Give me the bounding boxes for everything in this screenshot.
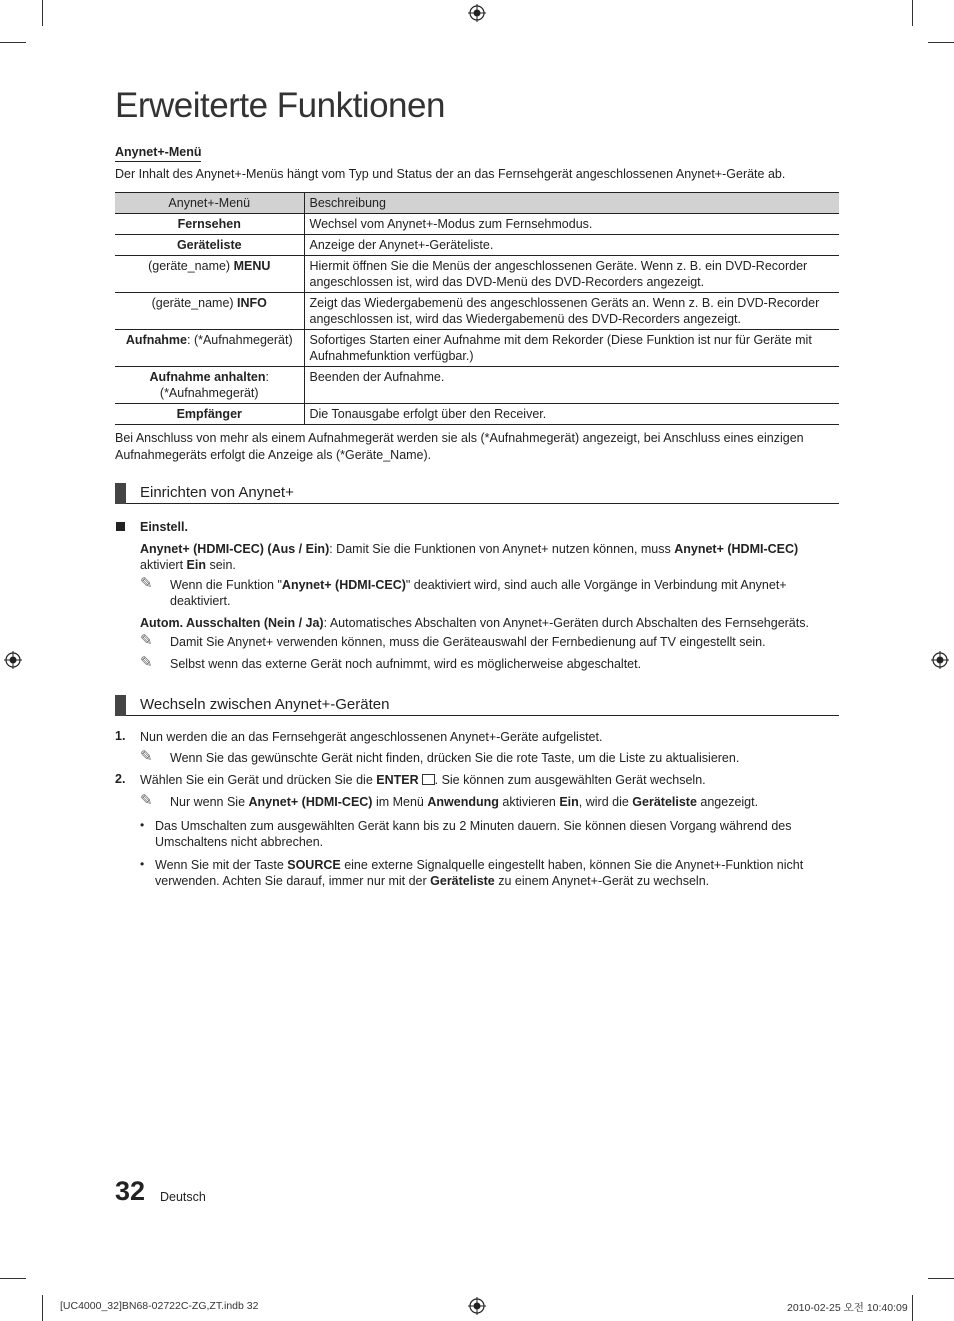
heading-text: Wechseln zwischen Anynet+-Geräten: [140, 696, 390, 713]
table-cell-menu: Empfänger: [115, 404, 304, 425]
heading-text: Einrichten von Anynet+: [140, 484, 294, 501]
table-row: [115, 367, 839, 404]
page-title: Erweiterte Funktionen: [115, 86, 445, 125]
crop-mark: [912, 1295, 913, 1321]
table-row: [115, 256, 839, 293]
table-cell-description: Die Tonausgabe erfolgt über den Receiver.: [304, 404, 839, 425]
table-cell-description: Beenden der Aufnahme.: [304, 367, 839, 404]
heading-bar: [115, 483, 126, 504]
bullet-text: Das Umschalten zum ausgewählten Gerät kann bis zu 2 Minuten dauern. Sie können diesen Vorgang während des Umschaltens nicht abbrechen.: [155, 819, 792, 849]
bullet-text: Wenn Sie mit der Taste SOURCE eine externe Signalquelle eingestellt haben, können Sie die Anynet+-Funktion nicht verwenden. Achten Sie darauf, immer nur mit der Geräteliste zu einem Anynet+-Gerät zu wechseln.: [155, 858, 804, 888]
table-cell-description: Anzeige der Anynet+-Geräteliste.: [304, 235, 839, 256]
table-cell-description: Sofortiges Starten einer Aufnahme mit dem Rekorder (Diese Funktion ist nur für Geräte mit Aufnahmefunktion verfügbar.): [304, 330, 839, 367]
table-cell-menu: Aufnahme anhalten: (*Aufnahmegerät): [115, 367, 304, 404]
crop-mark: [42, 1295, 43, 1321]
intro-text: Der Inhalt des Anynet+-Menüs hängt vom Typ und Status der an das Fernsehgerät angeschlossenen Anynet+-Geräte ab.: [115, 167, 786, 181]
registration-mark-icon: [931, 651, 949, 669]
section-heading-setup: [115, 482, 839, 504]
table-cell-menu: (geräte_name) INFO: [115, 293, 304, 330]
table-row: [115, 293, 839, 330]
anynet-menu-table: [115, 192, 839, 425]
pencil-note-icon: ✎: [140, 632, 153, 649]
registration-mark-icon: [468, 4, 486, 22]
setup-paragraph-hdmi-cec: Anynet+ (HDMI-CEC) (Aus / Ein): Damit Sie die Funktionen von Anynet+ nutzen können, muss Anynet+ (HDMI-CEC) aktiviert Ein sein.: [140, 542, 799, 572]
table-row: [115, 404, 839, 425]
table-cell-description: Zeigt das Wiedergabemenü des angeschlossenen Geräts an. Wenn z. B. ein DVD-Recorder angeschlossen ist, wird das Wiedergabemenü des DVD-Recorders angezeigt.: [304, 293, 839, 330]
section-heading-switch: [115, 694, 839, 716]
note: ✎ Wenn Sie das gewünschte Gerät nicht finden, drücken Sie die rote Taste, um die Liste zu aktualisieren.: [140, 748, 740, 765]
pencil-note-icon: ✎: [140, 748, 153, 765]
table-row: [115, 330, 839, 367]
section-label: Anynet+-Menü: [115, 145, 201, 162]
table-cell-menu: Geräteliste: [115, 235, 304, 256]
heading-bar: [115, 695, 126, 716]
footer-timestamp: 2010-02-25 오전 10:40:09: [787, 1302, 908, 1314]
table-cell-menu: (geräte_name) MENU: [115, 256, 304, 293]
registration-mark-icon: [468, 1297, 486, 1315]
table-cell-description: Hiermit öffnen Sie die Menüs der angeschlossenen Geräte. Wenn z. B. ein DVD-Recorder angeschlossen ist, wird das DVD-Menü des DVD-Recorders angezeigt.: [304, 256, 839, 293]
crop-mark: [928, 1278, 954, 1279]
pencil-note-icon: ✎: [140, 575, 153, 592]
square-bullet-icon: [116, 522, 125, 531]
page-number: 32: [115, 1176, 146, 1206]
step-number: 1.: [115, 729, 126, 743]
step-text: Wählen Sie ein Gerät und drücken Sie die ENTER . Sie können zum ausgewählten Gerät wechseln.: [140, 773, 706, 787]
recorder-note: Bei Anschluss von mehr als einem Aufnahmegerät werden sie als (*Aufnahmegerät) angezeigt, bei Anschluss eines einzigen Aufnahmegeräts erfolgt die Anzeige als (*Geräte_Name).: [115, 431, 804, 462]
table-header-description: Beschreibung: [304, 193, 839, 214]
enter-icon: [422, 774, 435, 785]
crop-mark: [0, 42, 26, 43]
table-cell-menu: Aufnahme: (*Aufnahmegerät): [115, 330, 304, 367]
setup-paragraph-auto-off: Autom. Ausschalten (Nein / Ja): Automatisches Abschalten von Anynet+-Geräten durch Abschalten des Fernsehgeräts.: [140, 616, 809, 630]
registration-mark-icon: [4, 651, 22, 669]
step-number: 2.: [115, 772, 126, 786]
pencil-note-icon: ✎: [140, 654, 153, 671]
table-cell-menu: Fernsehen: [115, 214, 304, 235]
note: ✎ Wenn die Funktion "Anynet+ (HDMI-CEC)" deaktiviert wird, sind auch alle Vorgänge in Verbindung mit Anynet+ deaktiviert.: [140, 575, 787, 608]
crop-mark: [0, 1278, 26, 1279]
bullet-icon: •: [140, 857, 145, 871]
table-row: [115, 235, 839, 256]
table-header-row: [115, 193, 839, 214]
bullet-icon: •: [140, 818, 145, 832]
crop-mark: [42, 0, 43, 26]
page-language: Deutsch: [160, 1190, 206, 1204]
note: ✎ Selbst wenn das externe Gerät noch aufnimmt, wird es möglicherweise abgeschaltet.: [140, 654, 642, 671]
pencil-note-icon: ✎: [140, 792, 153, 809]
note: ✎ Damit Sie Anynet+ verwenden können, muss die Geräteauswahl der Fernbedienung auf TV eingestellt sein.: [140, 632, 766, 649]
footer-file-info: [UC4000_32]BN68-02722C-ZG,ZT.indb 32: [60, 1300, 259, 1312]
step-text: Nun werden die an das Fernsehgerät angeschlossenen Anynet+-Geräte aufgelistet.: [140, 730, 603, 744]
table-row: [115, 214, 839, 235]
setup-item-label: Einstell.: [140, 520, 188, 534]
note: ✎ Nur wenn Sie Anynet+ (HDMI-CEC) im Menü Anwendung aktivieren Ein, wird die Geräteliste angezeigt.: [140, 792, 759, 809]
crop-mark: [912, 0, 913, 26]
table-cell-description: Wechsel vom Anynet+-Modus zum Fernsehmodus.: [304, 214, 839, 235]
crop-mark: [928, 42, 954, 43]
table-header-menu: Anynet+-Menü: [115, 193, 304, 214]
